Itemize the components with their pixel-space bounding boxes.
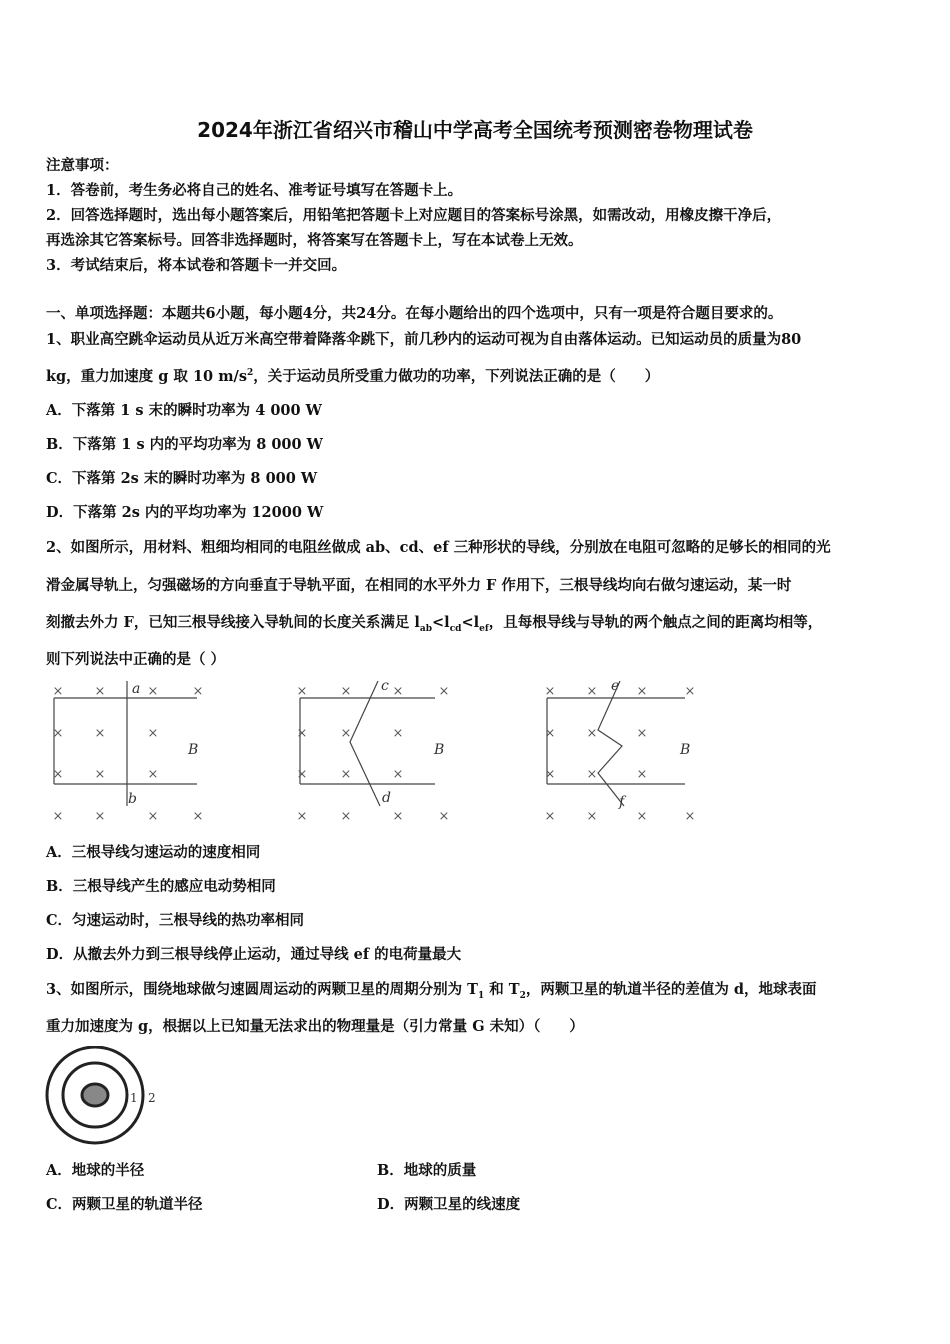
label-e: e	[611, 678, 620, 694]
field-cross: ×	[296, 726, 308, 741]
q3-stem-text: 3、如图所示，围绕地球做匀速圆周运动的两颗卫星的周期分别为 T	[46, 981, 478, 998]
field-cross: ×	[636, 767, 648, 782]
q3-stem-text: ，两颗卫星的轨道半径的差值为 d，地球表面	[525, 981, 817, 998]
label-d: d	[382, 790, 391, 806]
notice-heading: 注意事项：	[46, 157, 119, 174]
field-cross: ×	[392, 809, 404, 824]
q1-option-c[interactable]: C．下落第 2s 末的瞬时功率为 8 000 W	[46, 470, 318, 487]
earth-icon	[82, 1084, 108, 1106]
field-cross: ×	[586, 809, 598, 824]
q2-subscript: cd	[449, 623, 462, 634]
field-cross: ×	[340, 684, 352, 699]
wire-ef	[598, 681, 624, 806]
q1-stem-line	[46, 365, 659, 386]
q2-option-b[interactable]: B．三根导线产生的感应电动势相同	[46, 878, 276, 895]
q3-option-a[interactable]: A．地球的半径	[46, 1162, 145, 1179]
label-b: b	[128, 791, 137, 807]
field-cross: ×	[684, 684, 696, 699]
field-cross: ×	[340, 809, 352, 824]
orbit-label-2: 2	[148, 1091, 156, 1105]
field-cross: ×	[544, 767, 556, 782]
field-cross: ×	[94, 684, 106, 699]
q3-stem-text: 和 T	[484, 981, 520, 998]
label-c: c	[381, 678, 389, 694]
field-cross: ×	[147, 726, 159, 741]
q2-figure	[40, 676, 720, 826]
field-cross: ×	[438, 809, 450, 824]
q2-subscript: ef	[479, 623, 489, 634]
field-cross: ×	[392, 767, 404, 782]
field-cross: ×	[52, 726, 64, 741]
field-cross: ×	[94, 809, 106, 824]
field-cross: ×	[52, 767, 64, 782]
notice-item: 1．答卷前，考生务必将自己的姓名、准考证号填写在答题卡上。	[46, 182, 463, 199]
q2-subscript: ab	[419, 623, 433, 634]
q2-option-d[interactable]: D．从撤去外力到三根导线停止运动，通过导线 ef 的电荷量最大	[46, 946, 462, 963]
field-cross: ×	[392, 684, 404, 699]
field-cross: ×	[94, 767, 106, 782]
wire-cd	[350, 681, 380, 806]
q2-stem-line: 滑金属导轨上，匀强磁场的方向垂直于导轨平面，在相同的水平外力 F 作用下，三根导线均向右做匀速运动，某一时	[46, 577, 792, 594]
q1-option-b[interactable]: B．下落第 1 s 内的平均功率为 8 000 W	[46, 436, 323, 453]
field-cross: ×	[684, 809, 696, 824]
q1-stem-line: 1、职业高空跳伞运动员从近万米高空带着降落伞跳下，前几秒内的运动可视为自由落体运动。已知运动员的质量为80	[46, 331, 802, 348]
q1-stem-text: kg，重力加速度 g 取 10 m/s	[46, 368, 247, 385]
field-label-b: B	[188, 742, 199, 758]
q3-option-d[interactable]: D．两颗卫星的线速度	[377, 1196, 521, 1213]
field-cross: ×	[52, 684, 64, 699]
field-cross: ×	[52, 809, 64, 824]
page-title: 2024年浙江省绍兴市稽山中学高考全国统考预测密卷物理试卷	[197, 118, 753, 142]
field-cross: ×	[544, 809, 556, 824]
field-cross: ×	[392, 726, 404, 741]
q1-superscript: 2	[247, 368, 254, 379]
q3-option-c[interactable]: C．两颗卫星的轨道半径	[46, 1196, 203, 1213]
notice-item: 3．考试结束后，将本试卷和答题卡一并交回。	[46, 257, 347, 274]
q2-stem-text: <l	[432, 614, 450, 631]
q3-option-b[interactable]: B．地球的质量	[377, 1162, 477, 1179]
q3-subscript: 1	[477, 990, 485, 1001]
q3-orbit-figure	[40, 1046, 170, 1146]
q3-stem-line	[46, 978, 817, 1001]
q2-stem-text: <l	[461, 614, 480, 631]
field-label-b: B	[680, 742, 691, 758]
field-cross: ×	[586, 726, 598, 741]
field-label-b: B	[434, 742, 445, 758]
field-cross: ×	[94, 726, 106, 741]
field-cross: ×	[438, 684, 450, 699]
q1-option-a[interactable]: A．下落第 1 s 末的瞬时功率为 4 000 W	[46, 402, 322, 419]
field-cross: ×	[147, 684, 159, 699]
q2-stem-text: ，且每根导线与导轨的两个触点之间的距离均相等，	[488, 614, 823, 631]
field-cross: ×	[544, 684, 556, 699]
field-cross: ×	[340, 726, 352, 741]
field-cross: ×	[636, 726, 648, 741]
q2-stem-line: 2、如图所示，用材料、粗细均相同的电阻丝做成 ab、cd、ef 三种形状的导线，分别放在电阻可忽略的足够长的相同的光	[46, 539, 831, 556]
q2-stem-line: 则下列说法中正确的是（ ）	[46, 651, 226, 668]
notice-item: 再选涂其它答案标号。回答非选择题时，将答案写在答题卡上，写在本试卷上无效。	[46, 232, 583, 249]
q2-option-c[interactable]: C．匀速运动时，三根导线的热功率相同	[46, 912, 305, 929]
field-cross: ×	[544, 726, 556, 741]
field-cross: ×	[192, 809, 204, 824]
field-cross: ×	[147, 809, 159, 824]
q1-stem-text: ，关于运动员所受重力做功的功率，下列说法正确的是（ ）	[253, 368, 660, 385]
orbit-label-1: 1	[130, 1091, 138, 1105]
field-cross: ×	[296, 684, 308, 699]
q2-stem-text: 刻撤去外力 F，已知三根导线接入导轨间的长度关系满足 l	[46, 614, 420, 631]
field-cross: ×	[147, 767, 159, 782]
field-cross: ×	[192, 684, 204, 699]
field-cross: ×	[636, 809, 648, 824]
q2-stem-line	[46, 611, 822, 634]
field-cross: ×	[586, 684, 598, 699]
field-cross: ×	[296, 767, 308, 782]
field-cross: ×	[296, 809, 308, 824]
field-cross: ×	[340, 767, 352, 782]
label-a: a	[132, 681, 141, 697]
q1-option-d[interactable]: D．下落第 2s 内的平均功率为 12000 W	[46, 504, 324, 521]
label-f: f	[619, 794, 625, 810]
section-heading: 一、单项选择题：本题共6小题，每小题4分，共24分。在每小题给出的四个选项中，只有一项是符合题目要求的。	[46, 305, 783, 322]
q2-option-a[interactable]: A．三根导线匀速运动的速度相同	[46, 844, 261, 861]
field-cross: ×	[636, 684, 648, 699]
notice-item: 2．回答选择题时，选出每小题答案后，用铅笔把答题卡上对应题目的答案标号涂黑，如需改动，用橡皮擦干净后，	[46, 207, 782, 224]
q3-stem-line: 重力加速度为 g，根据以上已知量无法求出的物理量是（引力常量 G 未知）（ ）	[46, 1018, 584, 1035]
q3-subscript: 2	[519, 990, 526, 1001]
field-cross: ×	[586, 767, 598, 782]
field-crosses	[53, 684, 696, 824]
